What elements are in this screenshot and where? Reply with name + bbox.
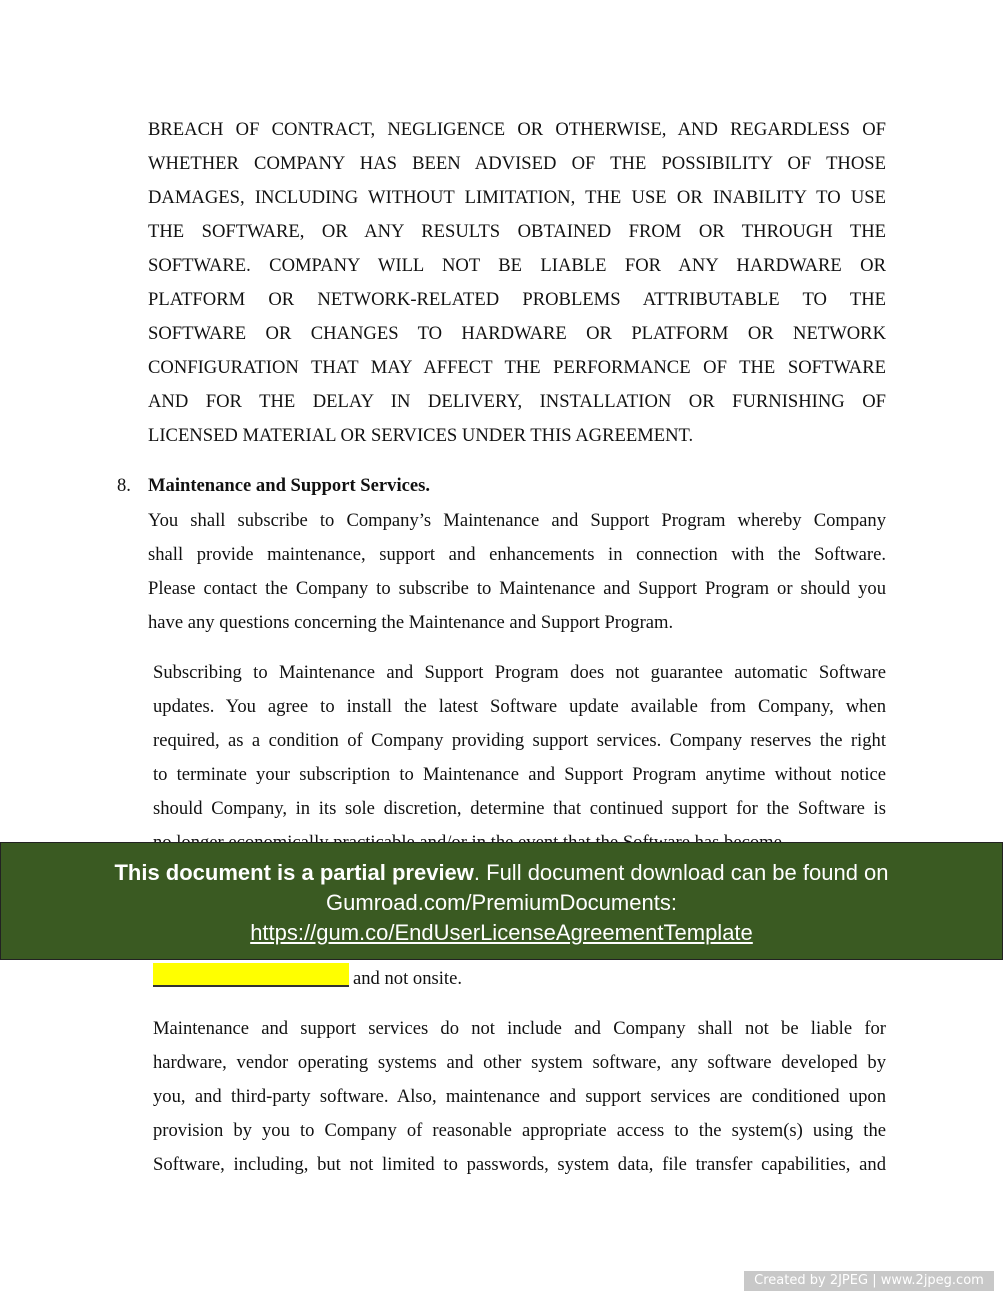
highlighted-blank — [153, 963, 349, 987]
text-line: Software, including, but not limited to passwords, system data, file transfer capabilities, and — [153, 1154, 886, 1175]
text-line: provision by you to Company of reasonable appropriate access to the system(s) using the — [153, 1120, 886, 1141]
liability-paragraph — [148, 113, 886, 453]
text-line: Maintenance and support services do not include and Company shall not be liable for — [153, 1018, 886, 1039]
text-line: required, as a condition of Company providing support services. Company reserves the right — [153, 730, 886, 751]
text-line: Please contact the Company to subscribe to Maintenance and Support Program or should you — [148, 578, 886, 599]
text-line: CONFIGURATION THAT MAY AFFECT THE PERFORMANCE OF THE SOFTWARE — [148, 357, 886, 378]
text-line: updates. You agree to install the latest Software update available from Company, when — [153, 696, 886, 717]
text-line: DAMAGES, INCLUDING WITHOUT LIMITATION, THE USE OR INABILITY TO USE — [148, 187, 886, 208]
text-line: You shall subscribe to Company’s Maintenance and Support Program whereby Company — [148, 510, 886, 531]
watermark: Created by 2JPEG | www.2jpeg.com — [744, 1271, 994, 1291]
subscription-paragraph — [153, 656, 886, 826]
highlighted-line — [153, 962, 462, 996]
maintenance-paragraph — [148, 504, 886, 640]
text-line: AND FOR THE DELAY IN DELIVERY, INSTALLATION OR FURNISHING OF — [148, 391, 886, 412]
section-number: 8. — [117, 475, 131, 496]
section-title: Maintenance and Support Services. — [148, 475, 431, 496]
text-line: BREACH OF CONTRACT, NEGLIGENCE OR OTHERWISE, AND REGARDLESS OF — [148, 119, 886, 140]
obscured-text-line — [153, 826, 886, 842]
text-line: you, and third-party software. Also, maintenance and support services are conditioned upon — [153, 1086, 886, 1107]
text-line: THE SOFTWARE, OR ANY RESULTS OBTAINED FROM OR THROUGH THE — [148, 221, 886, 242]
text-line: WHETHER COMPANY HAS BEEN ADVISED OF THE POSSIBILITY OF THOSE — [148, 153, 886, 174]
banner-line-1 — [1, 858, 1002, 888]
text-line: have any questions concerning the Maintenance and Support Program. — [148, 612, 674, 633]
text-line: hardware, vendor operating systems and other system software, any software developed by — [153, 1052, 886, 1073]
banner-text: . Full document download can be found on — [473, 860, 889, 885]
exclusions-paragraph — [153, 1012, 886, 1182]
preview-banner — [0, 842, 1003, 960]
banner-bold-text: This document is a partial preview — [114, 860, 474, 885]
download-link[interactable]: https://gum.co/EndUserLicenseAgreementTemplate — [250, 920, 753, 945]
text-suffix: and not onsite. — [353, 968, 462, 989]
text-line: LICENSED MATERIAL OR SERVICES UNDER THIS AGREEMENT. — [148, 425, 694, 446]
text-line: Subscribing to Maintenance and Support Program does not guarantee automatic Software — [153, 662, 886, 683]
text-line: to terminate your subscription to Maintenance and Support Program anytime without notice — [153, 764, 886, 785]
text-line: shall provide maintenance, support and enhancements in connection with the Software. — [148, 544, 886, 565]
text-line: SOFTWARE OR CHANGES TO HARDWARE OR PLATFORM OR NETWORK — [148, 323, 886, 344]
banner-line-2: Gumroad.com/PremiumDocuments: — [326, 890, 677, 915]
text-line: PLATFORM OR NETWORK-RELATED PROBLEMS ATTRIBUTABLE TO THE — [148, 289, 886, 310]
text-line: SOFTWARE. COMPANY WILL NOT BE LIABLE FOR ANY HARDWARE OR — [148, 255, 886, 276]
text-line: should Company, in its sole discretion, determine that continued support for the Software is — [153, 798, 886, 819]
